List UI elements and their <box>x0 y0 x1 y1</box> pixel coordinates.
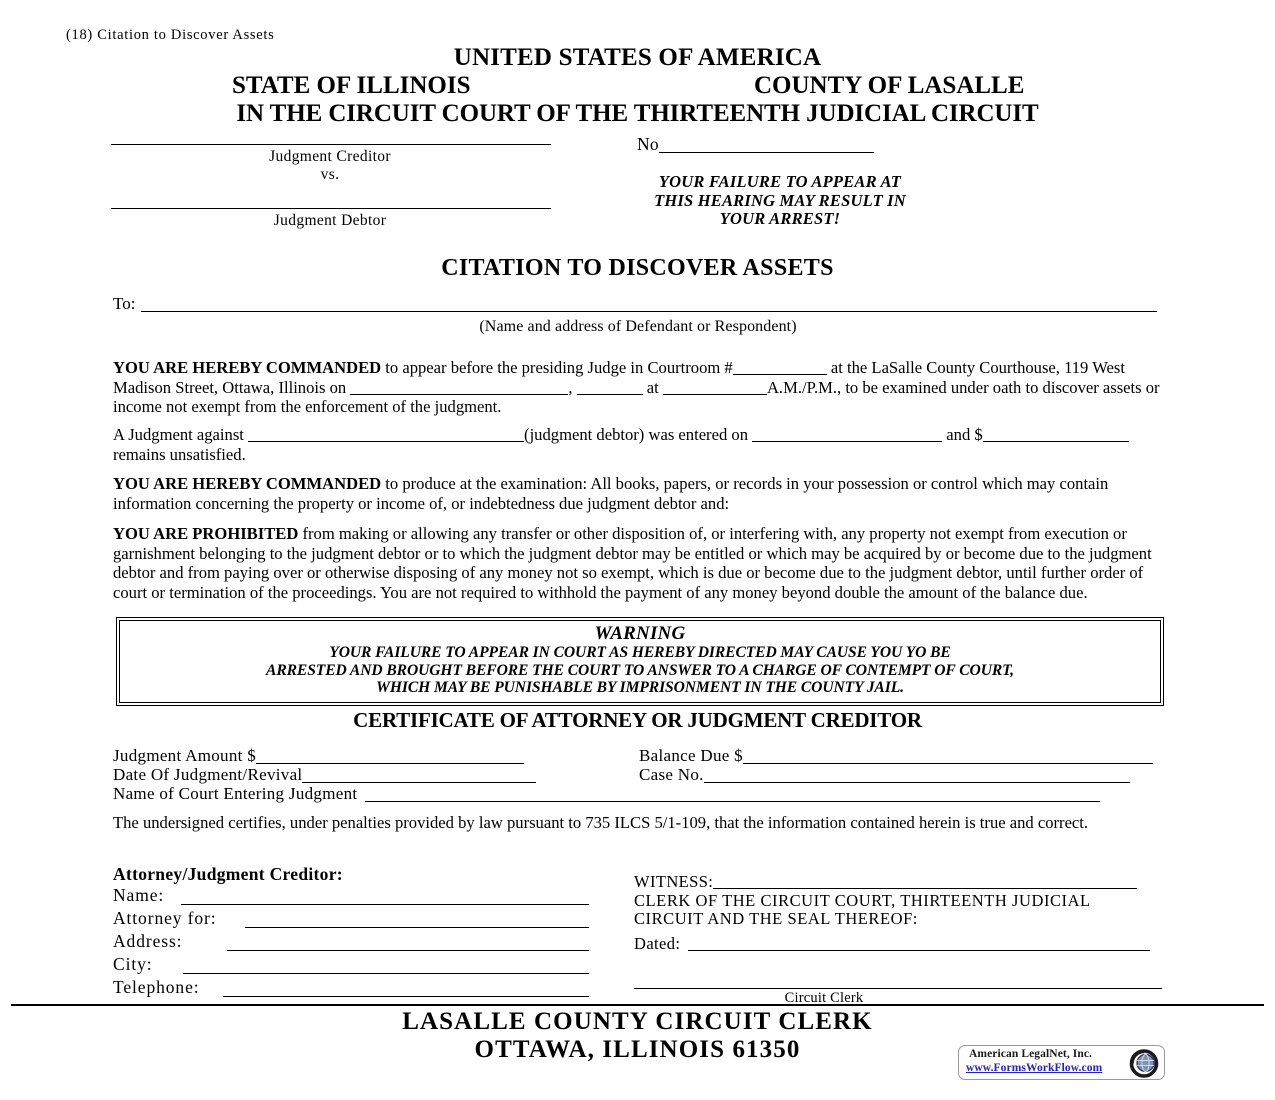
warning-box-inner <box>119 620 1161 703</box>
masthead-county: COUNTY OF LASALLE <box>754 72 1025 99</box>
balance-due-input[interactable] <box>743 747 1153 763</box>
globe-logo-icon <box>1129 1049 1159 1083</box>
attorney-block <box>113 864 613 1000</box>
date-of-judgment-input[interactable] <box>302 766 536 782</box>
prohibited-text: from making or allowing any transfer or other disposition of, or interfering with, any property not exempt from execution or garnishment belonging to the judgment debtor or to which the judgment debtor may be entitled or which may be acquired by or become due to the judgment debtor and from paying over or otherwise disposing of any money not so exempt, which is due or become due to the judgment debtor, until further order of court or termination of the proceedings. You are not required to withhold the payment of any money beyond double the amount of the balance due. <box>113 524 1152 602</box>
name-of-court-row[interactable] <box>113 784 1100 804</box>
dated-row[interactable] <box>634 934 1164 954</box>
commanded-1-text-c: , <box>568 377 577 397</box>
caption-warning <box>600 173 960 229</box>
masthead-state: STATE OF ILLINOIS <box>232 72 471 99</box>
courtroom-blank[interactable] <box>733 360 827 376</box>
to-blank[interactable] <box>141 295 1157 311</box>
judgment-entered-date-blank[interactable] <box>752 427 942 443</box>
attorney-telephone-row[interactable] <box>113 977 613 1000</box>
form-slug: (18) Citation to Discover Assets <box>66 27 275 43</box>
masthead-court: IN THE CIRCUIT COURT OF THE THIRTEENTH JUDICIAL CIRCUIT <box>236 100 1039 127</box>
commanded-1-text-b: at the LaSalle County Courthouse, 119 West Madison Street, Ottawa, Illinois on <box>113 358 1125 397</box>
masthead-state-county <box>0 72 1275 99</box>
legalnet-name: American LegalNet, Inc. <box>969 1048 1093 1060</box>
case-no-row[interactable] <box>639 765 1130 785</box>
judgment-text-a: A Judgment against <box>113 425 249 444</box>
witness-row[interactable] <box>634 872 1164 892</box>
attorney-name-input[interactable] <box>181 888 589 905</box>
attorney-for-label: Attorney for: <box>113 908 217 928</box>
witness-label: WITNESS: <box>634 872 714 891</box>
clerk-block <box>634 872 1164 954</box>
warning-box-line-2: ARRESTED AND BROUGHT BEFORE THE COURT TO ANSWER TO A CHARGE OF CONTEMPT OF COURT, <box>266 661 1014 679</box>
masthead-country: UNITED STATES OF AMERICA <box>453 44 822 71</box>
case-no-label: Case No. <box>639 765 704 784</box>
witness-input[interactable] <box>713 874 1137 890</box>
judgment-text-c: and $ <box>942 425 983 444</box>
circuit-clerk-caption: Circuit Clerk <box>784 990 864 1006</box>
footer-divider <box>11 1004 1264 1006</box>
judgment-amount-label: Judgment Amount $ <box>113 746 256 765</box>
attorney-address-input[interactable] <box>227 934 589 951</box>
to-caption: (Name and address of Defendant or Respondent) <box>479 318 797 335</box>
commanded-2-text: to produce at the examination: All books, papers, or records in your possession or control which may contain information concerning the property or income of, or indebtedness due judgment debtor and: <box>113 474 1109 513</box>
case-caption <box>0 130 1275 230</box>
case-number-blank[interactable] <box>659 136 874 153</box>
footer-line-1: LASALLE COUNTY CIRCUIT CLERK <box>402 1008 873 1035</box>
attorney-address-row[interactable] <box>113 931 613 954</box>
certificate-title: CERTIFICATE OF ATTORNEY OR JUDGMENT CREDITOR <box>353 708 922 732</box>
commanded-1-text-d: at <box>642 377 663 397</box>
legalnet-url[interactable]: www.FormsWorkFlow.com <box>966 1062 1103 1074</box>
attorney-name-label: Name: <box>113 885 165 905</box>
date-of-judgment-row[interactable] <box>113 765 536 785</box>
paragraph-judgment-against <box>113 425 1163 464</box>
judgment-text-b: (judgment debtor) was entered on <box>524 425 753 444</box>
attorney-telephone-label: Telephone: <box>113 977 200 997</box>
warning-box-title: WARNING <box>594 623 686 644</box>
name-of-court-input[interactable] <box>365 785 1100 801</box>
commanded-1-text-a: to appear before the presiding Judge in Courtroom # <box>381 358 733 377</box>
commanded-1-strong: YOU ARE HEREBY COMMANDED <box>113 358 382 377</box>
legalnet-badge[interactable] <box>958 1045 1165 1080</box>
name-of-court-label: Name of Court Entering Judgment <box>113 784 358 803</box>
attorney-city-input[interactable] <box>183 957 589 974</box>
masthead <box>0 44 1275 127</box>
judgment-amount-input[interactable] <box>256 747 524 763</box>
balance-due-label: Balance Due $ <box>639 746 743 765</box>
clerk-line-2: CIRCUIT AND THE SEAL THEREOF: <box>634 909 918 928</box>
judgment-amount-blank[interactable] <box>983 427 1129 443</box>
to-label: To: <box>113 294 136 313</box>
versus-label: vs. <box>320 166 340 183</box>
debtor-label: Judgment Debtor <box>273 212 387 229</box>
creditor-blank-line[interactable] <box>111 144 551 145</box>
prohibited-strong: YOU ARE PROHIBITED <box>113 524 299 543</box>
paragraph-commanded-produce <box>113 474 1163 513</box>
attorney-city-row[interactable] <box>113 954 613 977</box>
commanded-2-strong: YOU ARE HEREBY COMMANDED <box>113 474 382 493</box>
balance-due-row[interactable] <box>639 746 1153 766</box>
caption-warning-line-1: YOUR FAILURE TO APPEAR AT <box>658 172 902 191</box>
attorney-telephone-input[interactable] <box>223 980 589 997</box>
warning-box-line-3: WHICH MAY BE PUNISHABLE BY IMPRISONMENT IN THE COUNTY JAIL. <box>376 679 904 697</box>
creditor-label: Judgment Creditor <box>269 148 391 165</box>
warning-box <box>116 617 1164 706</box>
case-number-label: No <box>637 134 659 154</box>
commanded-1-text-e: A.M./P.M., to be examined under oath to discover assets or income not exempt from the enforcement of the judgment. <box>113 377 1160 417</box>
date-of-judgment-label: Date Of Judgment/Revival <box>113 765 303 784</box>
hearing-time-blank[interactable] <box>577 379 643 395</box>
caption-warning-line-3: YOUR ARREST! <box>719 209 841 228</box>
ampm-blank[interactable] <box>663 379 767 395</box>
clerk-line-1: CLERK OF THE CIRCUIT COURT, THIRTEENTH JUDICIAL <box>634 891 1091 910</box>
paragraph-prohibited <box>113 524 1163 602</box>
attorney-city-label: City: <box>113 954 153 974</box>
to-field[interactable] <box>113 294 1163 314</box>
attorney-for-input[interactable] <box>245 911 589 928</box>
attorney-for-row[interactable] <box>113 908 613 931</box>
attorney-address-label: Address: <box>113 931 183 951</box>
case-number-field[interactable] <box>637 134 874 155</box>
dated-label: Dated: <box>634 934 681 953</box>
dated-input[interactable] <box>688 936 1150 952</box>
debtor-blank-line[interactable] <box>111 208 551 209</box>
attorney-block-header: Attorney/Judgment Creditor: <box>113 864 343 884</box>
judgment-amount-row[interactable] <box>113 746 524 766</box>
page-title: CITATION TO DISCOVER ASSETS <box>441 255 834 281</box>
footer-line-2: OTTAWA, ILLINOIS 61350 <box>474 1036 801 1063</box>
warning-box-line-1: YOUR FAILURE TO APPEAR IN COURT AS HEREBY DIRECTED MAY CAUSE YOU YO BE <box>329 644 951 661</box>
case-no-input[interactable] <box>704 766 1130 782</box>
paragraph-commanded-appear <box>113 358 1163 417</box>
clerk-signature-line[interactable] <box>634 988 1162 989</box>
caption-warning-line-2: THIS HEARING MAY RESULT IN <box>654 190 906 210</box>
hearing-date-blank[interactable] <box>350 379 568 395</box>
attorney-name-row[interactable] <box>113 885 613 908</box>
judgment-text-d: remains unsatisfied. <box>113 444 246 464</box>
judgment-debtor-blank[interactable] <box>248 427 524 443</box>
undersigned-certification: The undersigned certifies, under penalties provided by law pursuant to 735 ILCS 5/1-109, that the information contained herein is true and correct. <box>113 813 1089 832</box>
